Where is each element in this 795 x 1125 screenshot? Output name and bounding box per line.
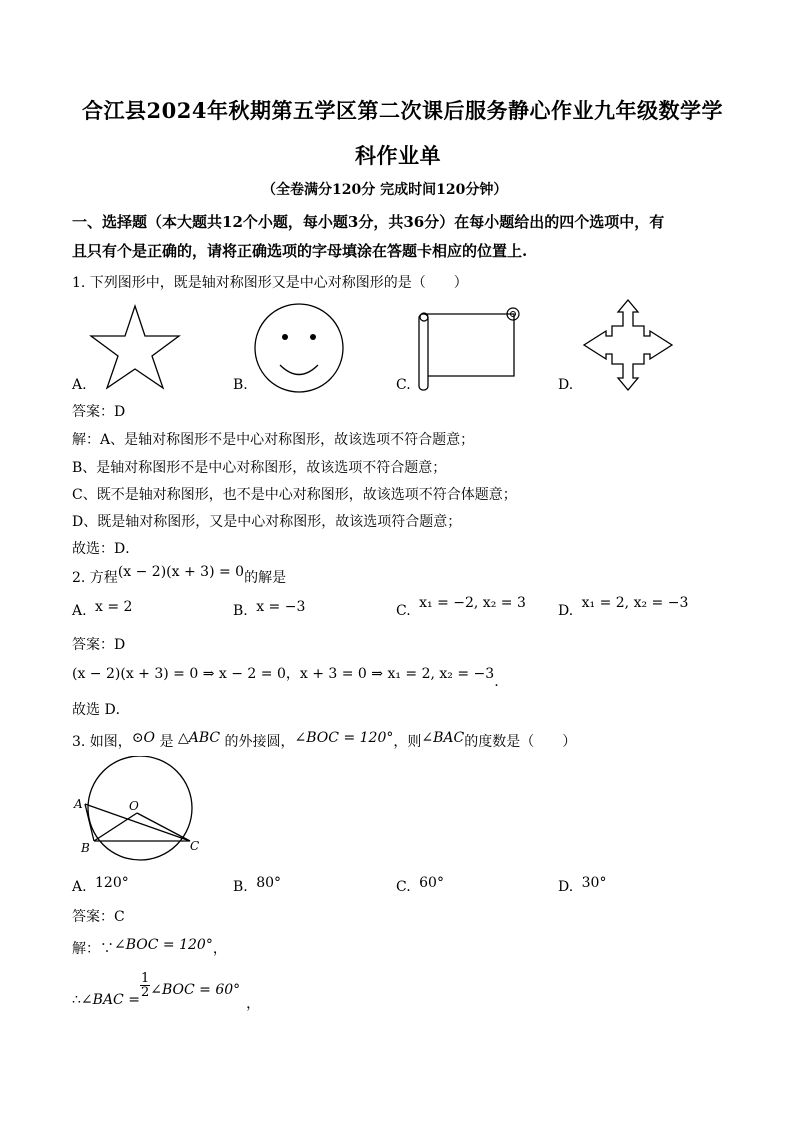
q2-option-a [72, 599, 133, 619]
q3-solution-line1 [72, 938, 227, 958]
star-figure [85, 302, 185, 394]
q1-option-a: A. [72, 377, 87, 393]
q2-stem-suffix: 的解是 [244, 570, 287, 586]
page-title-line1: 合江县2024年秋期第五学区第二次课后服务静心作业九年级数学学 [82, 98, 723, 123]
fig-label-o: O [129, 799, 139, 813]
q2-solution [72, 663, 499, 690]
q3-stem-part5: 的度数是（ ） [464, 734, 577, 750]
fraction-numerator: 1 [140, 971, 150, 986]
q3-angle-bac: ∠BAC [421, 730, 465, 746]
q3-stem-part1: 3. 如图， [72, 734, 132, 750]
q3-option-d [558, 875, 607, 895]
q1-explain-2: B、是轴对称图形不是中心对称图形，故该选项不符合题意； [72, 460, 447, 476]
q2-solution-end: . [494, 674, 499, 690]
smiley-face-figure [252, 302, 346, 394]
q3-option-c-label: C. [396, 879, 411, 895]
q3-option-b-label: B. [233, 879, 248, 895]
q2-option-d-expr: x₁ = 2, x₂ = −3 [581, 595, 689, 611]
q2-option-a-expr: x = 2 [95, 599, 133, 615]
q3-stem-part2: 是 [159, 734, 174, 750]
one-half-fraction [140, 972, 150, 999]
q2-conclusion: 故选 D． [72, 702, 130, 718]
q1-explain-1: 解：A、是轴对称图形不是中心对称图形，故该选项不符合题意； [72, 432, 475, 448]
q3-angle-boc: ∠BOC = 120° [294, 730, 394, 746]
q3-stem-part4: ，则 [393, 734, 422, 750]
q3-option-a [72, 875, 129, 895]
q2-option-b-expr: x = −3 [256, 599, 306, 615]
four-arrow-cross-figure [580, 298, 676, 392]
q3-circle-o: ⊙O [131, 730, 156, 746]
q3-option-a-value: 120° [95, 875, 129, 891]
q2-option-a-label: A. [72, 603, 87, 619]
circumcircle-figure [70, 756, 210, 862]
q2-option-b-label: B. [233, 603, 248, 619]
fig-label-b: B [81, 841, 90, 855]
fig-label-a: A [74, 797, 83, 811]
q3-sol1-suffix: ， [212, 941, 227, 957]
q3-option-a-label: A. [72, 879, 87, 895]
q2-option-d [558, 595, 689, 619]
q1-stem: 1. 下列图形中，既是轴对称图形又是中心对称图形的是（ ） [72, 275, 468, 291]
section1-line1: 一、选择题（本大题共12个小题，每小题3分，共36分）在每小题给出的四个选项中，有 [72, 213, 665, 231]
q2-stem-prefix: 2. 方程 [72, 570, 118, 586]
fraction-denominator: 2 [140, 985, 150, 1000]
q3-option-c [396, 875, 444, 895]
q1-answer: 答案：D [72, 404, 126, 420]
section1-line2: 且只有个是正确的，请将正确选项的字母填涂在答题卡相应的位置上. [72, 242, 528, 260]
q2-option-c-label: C. [396, 603, 411, 619]
q2-option-c-expr: x₁ = −2, x₂ = 3 [419, 595, 526, 611]
q1-option-b: B. [233, 377, 248, 393]
q3-option-d-label: D. [558, 879, 574, 895]
q3-sol2-suffix: ， [246, 995, 261, 1012]
q3-sol1-prefix: 解：∵ [72, 941, 114, 957]
q3-option-b [233, 875, 282, 895]
q2-stem-equation: (x − 2)(x + 3) = 0 [117, 564, 245, 580]
q1-conclusion: 故选：D． [72, 541, 140, 557]
q3-sol2-prefix: ∴ [72, 991, 81, 1008]
page-subtitle: （全卷满分120分 完成时间120分钟） [262, 182, 508, 198]
q1-explain-3: C、既不是轴对称图形，也不是中心对称图形，故该选项不符合体题意； [72, 487, 517, 503]
q3-sol1-expr: ∠BOC = 120° [114, 937, 213, 953]
q2-answer: 答案：D [72, 637, 126, 653]
q1-option-d: D. [558, 377, 574, 393]
q2-option-d-label: D. [558, 603, 574, 619]
q2-solution-expr: (x − 2)(x + 3) = 0 ⇒ x − 2 = 0，x + 3 = 0 ⇒ x₁ = 2, x₂ = −3 [72, 666, 495, 682]
q3-answer: 答案：C [72, 909, 125, 925]
q3-sol2-rhs: ∠BOC = 60° [150, 981, 241, 998]
q1-option-c: C. [396, 377, 411, 393]
q3-option-d-value: 30° [581, 875, 607, 891]
q3-solution-line2 [72, 968, 261, 1012]
q3-triangle-abc: △ABC [177, 730, 221, 746]
fig-label-c: C [190, 839, 200, 853]
q3-stem-part3: 的外接圆， [224, 734, 295, 750]
q3-sol2-lhs: ∠BAC = [80, 991, 140, 1008]
q3-stem [72, 731, 576, 751]
q2-stem [72, 564, 287, 587]
q1-explain-4: D、既是轴对称图形，又是中心对称图形，故该选项符合题意； [72, 514, 462, 530]
scroll-figure [414, 306, 524, 392]
q3-option-c-value: 60° [419, 875, 444, 891]
q2-option-c [396, 595, 526, 619]
page-title-line2: 科作业单 [355, 143, 441, 168]
q2-option-b [233, 599, 306, 619]
q3-option-b-value: 80° [256, 875, 282, 891]
